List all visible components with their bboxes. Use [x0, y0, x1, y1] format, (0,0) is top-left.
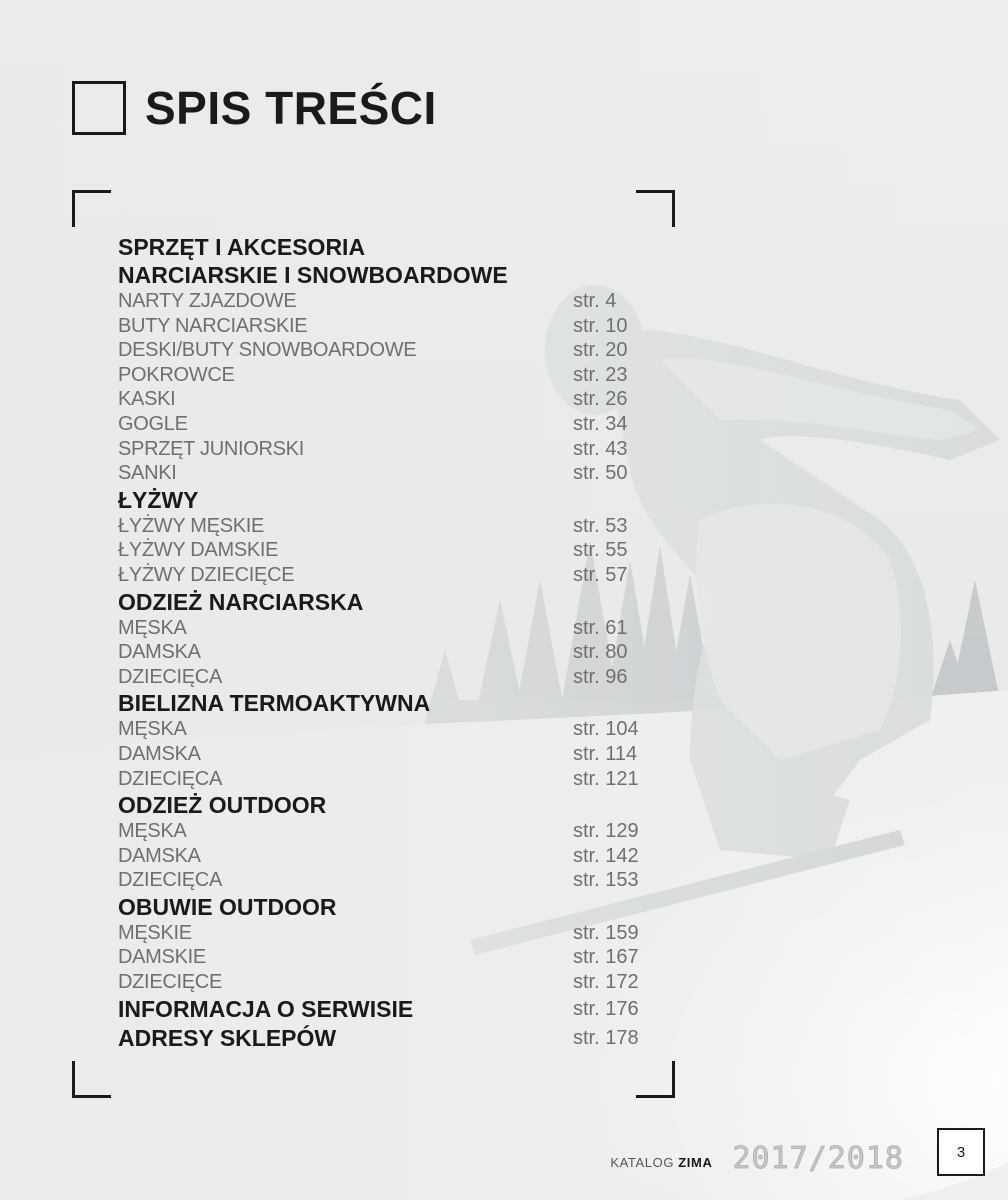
- toc-item[interactable]: [118, 819, 638, 844]
- section-heading-line: BIELIZNA TERMOAKTYWNA: [118, 690, 431, 717]
- toc-item-label: KASKI: [118, 388, 176, 411]
- toc-item-label: DAMSKIE: [118, 946, 206, 969]
- toc-item-label: MĘSKA: [118, 616, 187, 639]
- page-title: SPIS TREŚCI: [145, 82, 437, 134]
- catalog-label-text: KATALOG: [610, 1155, 675, 1170]
- toc-item-label: SANKI: [118, 462, 177, 485]
- toc-item-label: ŁYŻWY DAMSKIE: [118, 539, 279, 562]
- toc-item-label: DAMSKA: [118, 844, 201, 867]
- section-heading[interactable]: [118, 233, 638, 261]
- toc-item-page: str. 10: [573, 314, 628, 337]
- toc-item[interactable]: [118, 921, 638, 946]
- section-heading[interactable]: [118, 791, 638, 819]
- toc-item-label: DZIECIĘCA: [118, 767, 222, 790]
- toc-item-label: BUTY NARCIARSKIE: [118, 314, 308, 337]
- section-heading[interactable]: [118, 689, 638, 717]
- section-heading-line: OBUWIE OUTDOOR: [118, 893, 337, 920]
- section-heading-line: NARCIARSKIE I SNOWBOARDOWE: [118, 262, 508, 288]
- toc-item[interactable]: [118, 363, 638, 388]
- toc-item[interactable]: [118, 945, 638, 970]
- toc-item[interactable]: [118, 767, 638, 792]
- toc-item-page: str. 43: [573, 437, 628, 460]
- toc-item-label: SPRZĘT JUNIORSKI: [118, 437, 304, 460]
- toc-item-label: MĘSKA: [118, 718, 187, 741]
- catalog-year: 2017/2018: [732, 1141, 904, 1176]
- section-heading[interactable]: [118, 1024, 638, 1053]
- toc-item[interactable]: [118, 412, 638, 437]
- toc-item[interactable]: [118, 742, 638, 767]
- toc-item-label: GOGLE: [118, 412, 188, 435]
- toc-item[interactable]: [118, 437, 638, 462]
- toc-item-page: str. 80: [573, 641, 628, 664]
- toc-item-page: str. 61: [573, 616, 628, 639]
- toc-item[interactable]: [118, 538, 638, 563]
- toc-item-page: str. 34: [573, 412, 628, 435]
- toc-item[interactable]: [118, 844, 638, 869]
- toc-item-label: DAMSKA: [118, 742, 201, 765]
- toc-item[interactable]: [118, 338, 638, 363]
- toc-item-page: str. 20: [573, 339, 628, 362]
- corner-bracket-bottom-left: [72, 1061, 111, 1098]
- toc-item[interactable]: [118, 665, 638, 690]
- toc-item-label: DAMSKA: [118, 641, 201, 664]
- section-heading[interactable]: [118, 486, 638, 514]
- toc-item-label: NARTY ZJAZDOWE: [118, 290, 297, 312]
- toc-item-page: str. 26: [573, 388, 628, 411]
- toc-item-label: MĘSKIE: [118, 921, 192, 944]
- toc-item[interactable]: [118, 289, 638, 314]
- toc-item-page: str. 23: [573, 363, 628, 386]
- toc-item-page: str. 129: [573, 820, 639, 843]
- toc-item-page: str. 55: [573, 539, 628, 562]
- toc-item-page: str. 53: [573, 514, 628, 537]
- section-page: str. 178: [573, 1026, 639, 1049]
- toc-item[interactable]: [118, 868, 638, 893]
- page-number: 3: [937, 1128, 985, 1176]
- toc-item-label: POKROWCE: [118, 363, 235, 386]
- corner-bracket-top-left: [72, 190, 111, 227]
- corner-bracket-bottom-right: [636, 1061, 675, 1098]
- toc-item-page: str. 172: [573, 971, 639, 994]
- catalog-footer: [610, 1141, 904, 1176]
- toc-item-label: DZIECIĘCE: [118, 971, 222, 994]
- toc-item[interactable]: [118, 616, 638, 641]
- toc-item-page: str. 142: [573, 844, 639, 867]
- toc-item-page: str. 4: [573, 290, 617, 312]
- toc-item-page: str. 114: [573, 742, 638, 765]
- section-heading-line: SPRZĘT I AKCESORIA: [118, 234, 366, 260]
- section-heading-line: ŁYŻWY: [118, 486, 199, 513]
- toc-item[interactable]: [118, 387, 638, 412]
- corner-bracket-top-right: [636, 190, 675, 227]
- toc-item[interactable]: [118, 717, 638, 742]
- section-heading[interactable]: [118, 588, 638, 616]
- toc-item-page: str. 159: [573, 921, 639, 944]
- section-heading-line: ADRESY SKLEPÓW: [118, 1024, 337, 1051]
- toc-item-page: str. 57: [573, 563, 628, 586]
- section-page: str. 176: [573, 997, 639, 1020]
- toc-item-page: str. 96: [573, 665, 628, 688]
- toc-item-label: MĘSKA: [118, 820, 187, 843]
- toc-item-label: DESKI/BUTY SNOWBOARDOWE: [118, 339, 417, 362]
- toc-item[interactable]: [118, 640, 638, 665]
- toc-item[interactable]: [118, 514, 638, 539]
- section-heading-line: ODZIEŻ OUTDOOR: [118, 792, 327, 819]
- toc-item-label: ŁYŻWY MĘSKIE: [118, 514, 265, 537]
- toc-item-label: ŁYŻWY DZIECIĘCE: [118, 563, 295, 586]
- section-heading[interactable]: [118, 893, 638, 921]
- catalog-season: ZIMA: [678, 1155, 713, 1170]
- catalog-label: [610, 1155, 712, 1170]
- table-of-contents: [118, 233, 638, 1053]
- toc-item[interactable]: [118, 461, 638, 486]
- toc-item-page: str. 121: [573, 767, 639, 790]
- toc-item[interactable]: [118, 970, 638, 995]
- section-heading-line: INFORMACJA O SERWISIE: [118, 995, 414, 1022]
- title-square-icon: [72, 81, 126, 135]
- toc-item-label: DZIECIĘCA: [118, 869, 222, 892]
- toc-item-label: DZIECIĘCA: [118, 665, 222, 688]
- section-heading[interactable]: [118, 261, 638, 289]
- section-heading-line: ODZIEŻ NARCIARSKA: [118, 588, 364, 615]
- toc-item-page: str. 153: [573, 869, 639, 892]
- toc-item[interactable]: [118, 314, 638, 339]
- toc-item-page: str. 104: [573, 718, 639, 741]
- toc-item-page: str. 50: [573, 462, 628, 485]
- section-heading[interactable]: [118, 995, 638, 1024]
- toc-item[interactable]: [118, 563, 638, 588]
- toc-item-page: str. 167: [573, 946, 639, 969]
